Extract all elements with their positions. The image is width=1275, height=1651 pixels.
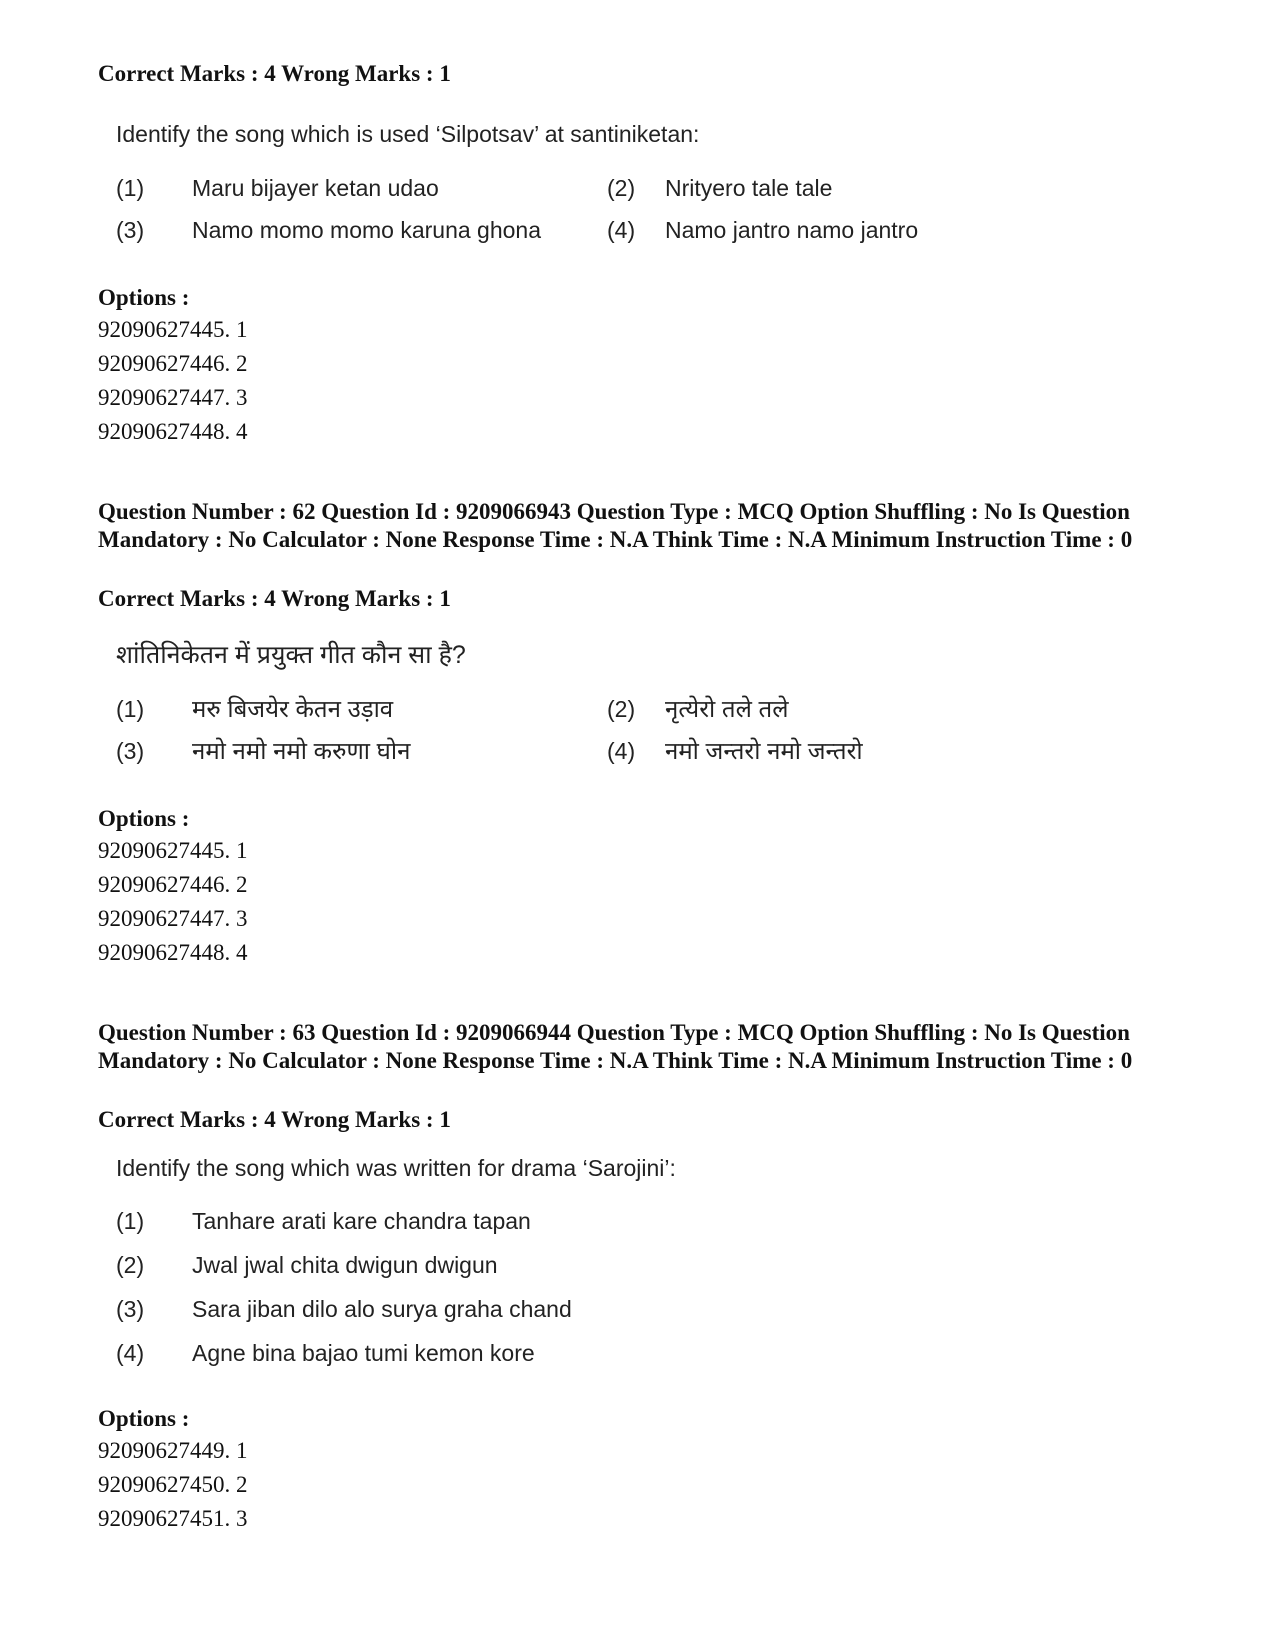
choice-text: Namo momo momo karuna ghona	[192, 217, 541, 243]
choice-text: नमो जन्तरो नमो जन्तरो	[665, 738, 863, 765]
options-list-3	[98, 1434, 248, 1536]
choice-text: Nrityero tale tale	[665, 175, 833, 201]
choice-text: Maru bijayer ketan udao	[192, 175, 439, 201]
question-header-63: Question Number : 63 Question Id : 9209066944 Question Type : MCQ Option Shuffling : No Is Question Mandatory : No Calculator : None Response Time : N.A Think Time : N.A Minimum Instruction Time : 0	[98, 1020, 1133, 1073]
option-item: 92090627451. 3	[98, 1506, 248, 1531]
question-text-1: Identify the song which is used ‘Silpotsav’ at santiniketan:	[116, 121, 700, 147]
choice-text: मरु बिजयेर केतन उड़ाव	[192, 696, 394, 723]
marks-line-3: Correct Marks : 4 Wrong Marks : 1	[98, 1107, 451, 1132]
choice-number: (4)	[607, 217, 636, 243]
choice-number: (1)	[116, 175, 145, 201]
choice-number: (3)	[116, 738, 145, 764]
option-item: 92090627448. 4	[98, 940, 248, 965]
choice-number: (2)	[607, 696, 636, 722]
choice-text: Tanhare arati kare chandra tapan	[192, 1208, 531, 1234]
choice-number: (3)	[116, 1296, 145, 1322]
option-item: 92090627446. 2	[98, 872, 248, 897]
options-label-1: Options :	[98, 285, 190, 310]
option-item: 92090627448. 4	[98, 419, 248, 444]
question-header-62: Question Number : 62 Question Id : 9209066943 Question Type : MCQ Option Shuffling : No Is Question Mandatory : No Calculator : None Response Time : N.A Think Time : N.A Minimum Instruction Time : 0	[98, 499, 1133, 552]
question-text-2: शांतिनिकेतन में प्रयुक्त गीत कौन सा है?	[116, 641, 466, 669]
options-label-2: Options :	[98, 806, 190, 831]
choice-number: (4)	[607, 738, 636, 764]
choice-3-4	[116, 1340, 535, 1367]
option-item: 92090627447. 3	[98, 385, 248, 410]
choice-3-1	[116, 1208, 531, 1235]
option-item: 92090627445. 1	[98, 838, 248, 863]
choice-2-3	[116, 734, 410, 767]
choice-text: नमो नमो नमो करुणा घोन	[192, 738, 411, 765]
choice-text: Sara jiban dilo alo surya graha chand	[192, 1296, 572, 1322]
choice-3-3	[116, 1296, 572, 1323]
marks-line-2: Correct Marks : 4 Wrong Marks : 1	[98, 586, 451, 611]
choice-1-2	[607, 175, 832, 202]
options-list-2	[98, 834, 248, 970]
choice-1-3	[116, 217, 541, 244]
choice-number: (2)	[116, 1252, 145, 1278]
choice-text: Agne bina bajao tumi kemon kore	[192, 1340, 535, 1366]
option-item: 92090627446. 2	[98, 351, 248, 376]
choice-1-4	[607, 217, 918, 244]
choice-text: नृत्येरो तले तले	[665, 696, 789, 723]
choice-number: (3)	[116, 217, 145, 243]
option-item: 92090627449. 1	[98, 1438, 248, 1463]
option-item: 92090627447. 3	[98, 906, 248, 931]
choice-2-4	[607, 734, 863, 767]
choice-number: (1)	[116, 1208, 145, 1234]
option-item: 92090627445. 1	[98, 317, 248, 342]
choice-2-2	[607, 692, 788, 725]
choice-text: Namo jantro namo jantro	[665, 217, 919, 243]
choice-text: Jwal jwal chita dwigun dwigun	[192, 1252, 498, 1278]
choice-number: (2)	[607, 175, 636, 201]
options-list-1	[98, 313, 248, 449]
choice-number: (4)	[116, 1340, 145, 1366]
choice-number: (1)	[116, 696, 145, 722]
choice-2-1	[116, 692, 393, 725]
option-item: 92090627450. 2	[98, 1472, 248, 1497]
options-label-3: Options :	[98, 1406, 190, 1431]
question-text-3: Identify the song which was written for drama ‘Sarojini’:	[116, 1155, 676, 1181]
choice-1-1	[116, 175, 439, 202]
choice-3-2	[116, 1252, 498, 1279]
marks-line-1: Correct Marks : 4 Wrong Marks : 1	[98, 61, 451, 86]
